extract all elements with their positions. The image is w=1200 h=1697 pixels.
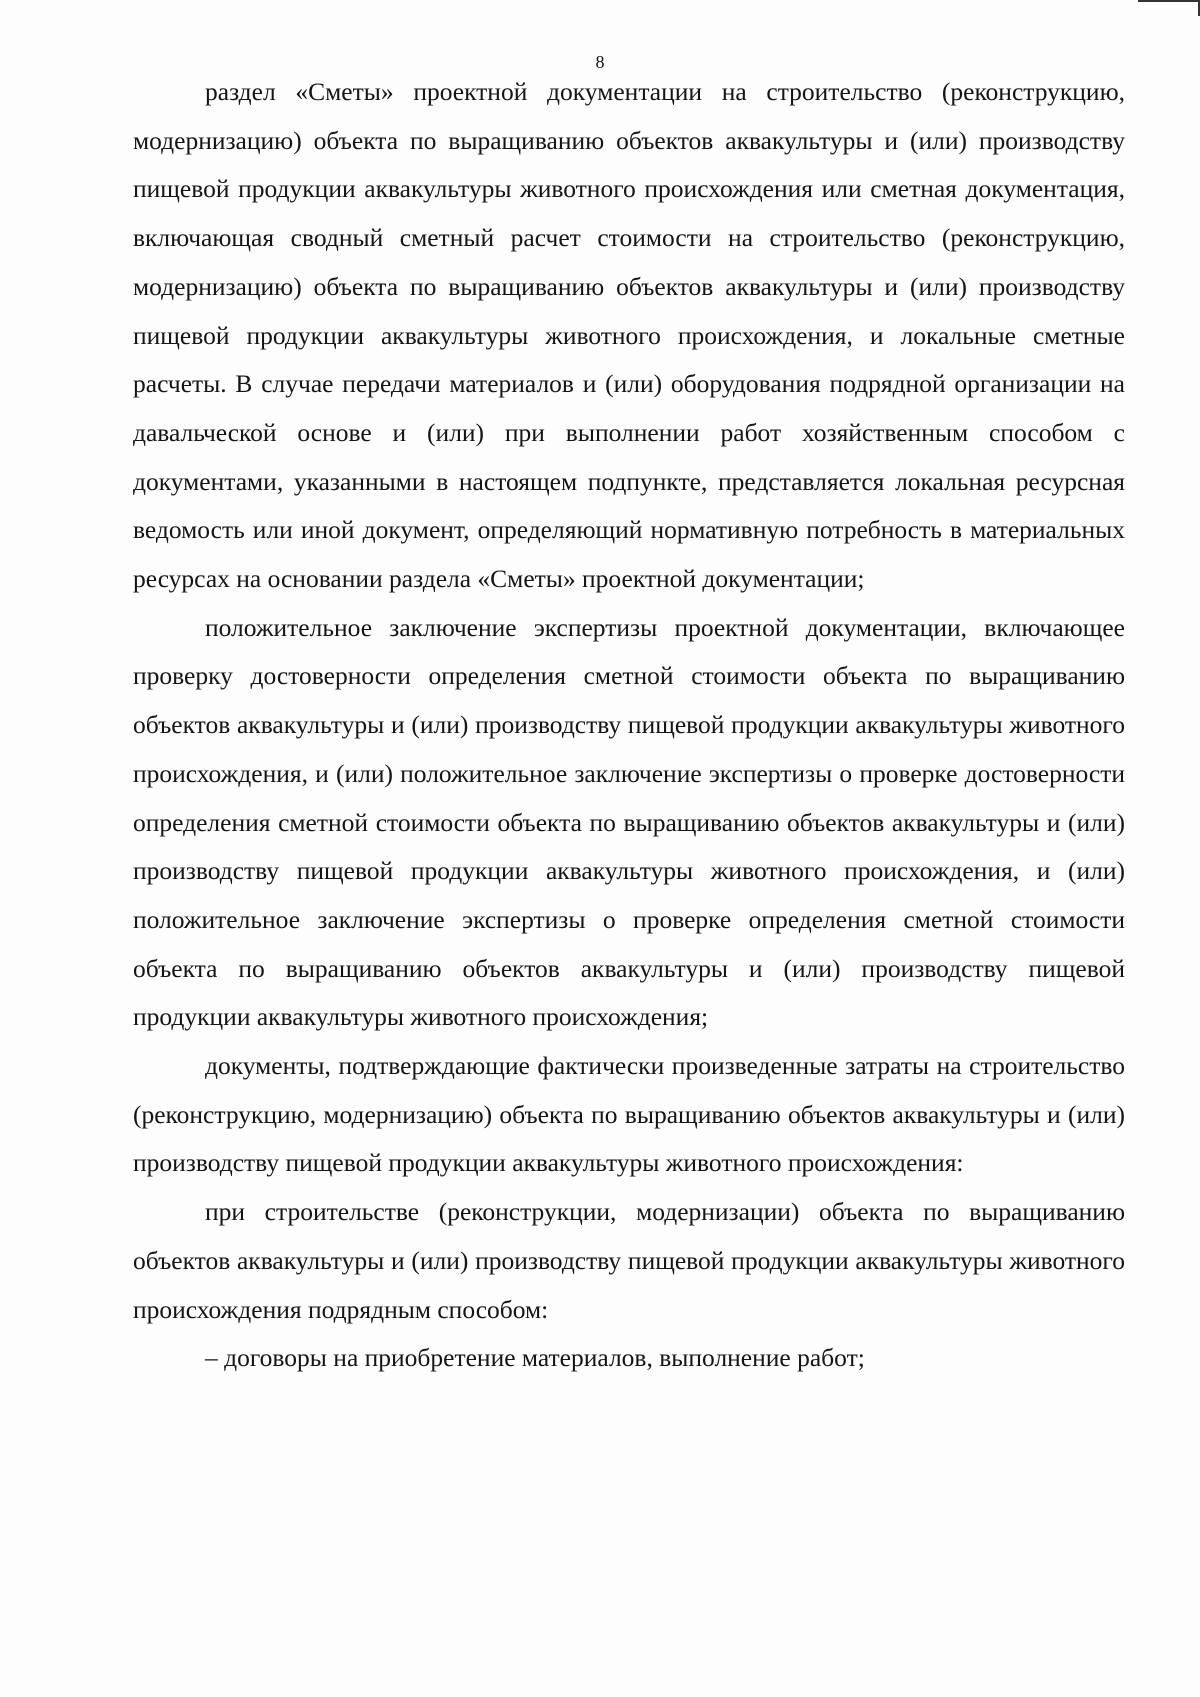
corner-mark [1138, 0, 1200, 16]
paragraph: при строительстве (реконструкции, модернизации) объекта по выращиванию объектов аквакультуры и (или) производству пищевой продукции аквакультуры животного происхождения подрядным способом: [133, 1197, 1125, 1324]
paragraph: раздел «Сметы» проектной документации на строительство (реконструкцию, модернизацию) объекта по выращиванию объектов аквакультуры и (или) производству пищевой продукции аквакультуры животного происхождения или сметная документация, включающая сводный сметный расчет стоимости на строительство (реконструкцию, модернизацию) объекта по выращиванию объектов аквакультуры и (или) производству пищевой продукции аквакультуры животного происхождения, и локальные сметные расчеты. В случае передачи материалов и (или) оборудования подрядной организации на давальческой основе и (или) при выполнении работ хозяйственным способом с документами, указанными в настоящем подпункте, представляется локальная ресурсная ведомость или иной документ, определяющий нормативную потребность в материальных ресурсах на основании раздела «Сметы» проектной документации; [133, 77, 1125, 594]
paragraph: положительное заключение экспертизы проектной документации, включающее проверку достоверности определения сметной стоимости объекта по выращиванию объектов аквакультуры и (или) производству пищевой продукции аквакультуры животного происхождения, и (или) положительное заключение экспертизы о проверке достоверности определения сметной стоимости объекта по выращиванию объектов аквакультуры и (или) производству пищевой продукции аквакультуры животного происхождения, и (или) положительное заключение экспертизы о проверке определения сметной стоимости объекта по выращиванию объектов аквакультуры и (или) производству пищевой продукции аквакультуры животного происхождения; [133, 612, 1125, 1032]
list-item: – договоры на приобретение материалов, выполнение работ; [205, 1343, 865, 1373]
paragraph: документы, подтверждающие фактически произведенные затраты на строительство (реконструкцию, модернизацию) объекта по выращиванию объектов аквакультуры и (или) производству пищевой продукции аквакультуры животного происхождения: [133, 1051, 1125, 1178]
page-number: 8 [595, 52, 605, 72]
document-body [133, 68, 1125, 1383]
